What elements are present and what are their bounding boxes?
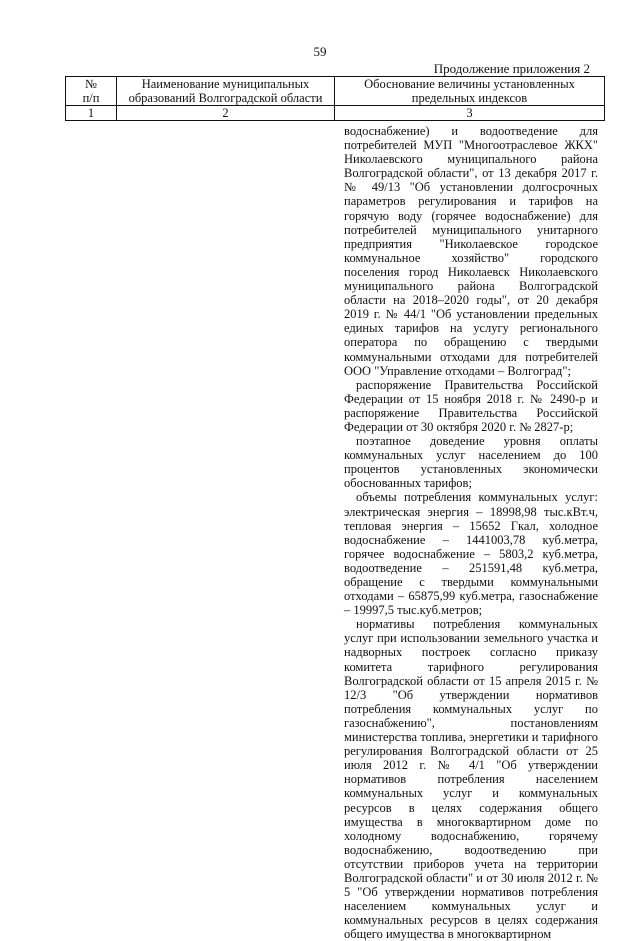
justification-text-column [344,124,598,941]
column-number-3: 3 [335,106,605,121]
column-number-2: 2 [117,106,335,121]
header-justification-line2: предельных индексов [411,91,528,105]
header-justification-line1: Обоснование величины установленных [364,77,575,91]
paragraph-payment-level: поэтапное доведение уровня оплаты коммунальных услуг населением до 100 процентов установленных экономически обоснованных тарифов; [344,434,598,491]
header-municipality-line2: образований Волгоградской области [128,91,323,105]
continuation-label: Продолжение приложения 2 [433,61,590,76]
table-header-row [66,77,605,106]
header-municipality-line1: Наименование муниципальных [141,77,310,91]
paragraph-tariff-orders: водоснабжение) и водоотведение для потребителей МУП "Многоотраслевое ЖКХ" Николаевского муниципального района Волгоградской области", от 13 декабря 2017 г. № 49/13 "Об установлении долгосрочных параметров регулирования и тарифов на горячую воду (горячее водоснабжение) для потребителей муниципального унитарного предприятия "Николаевское городское коммунальное хозяйство" городского поселения город Николаевск Николаевского муниципального района Волгоградской области на 2018–2020 годы", от 20 декабря 2019 г. № 44/1 "Об установлении предельных единых тарифов на услугу регионального оператора по обращению с твердыми коммунальными отходами для потребителей ООО "Управление отходами – Волгоград"; [344,124,598,378]
page-number: 59 [313,44,327,59]
header-cell-municipality [117,77,335,106]
header-number-line1: № [85,77,97,91]
paragraph-government-orders: распоряжение Правительства Российской Федерации от 15 ноября 2018 г. № 2490-р и распоряжение Правительства Российской Федерации от 30 октября 2020 г. № 2827-р; [344,377,598,434]
header-number-line2: п/п [82,91,100,105]
paragraph-consumption-norms: нормативы потребления коммунальных услуг при использовании земельного участка и надворных построек согласно приказу комитета тарифного регулирования Волгоградской области от 15 апреля 2015 г. № 12/3 "Об утверждении нормативов потребления коммунальных услуг по газоснабжению", постановлениям министерства топлива, энергетики и тарифного регулирования Волгоградской области от 25 июля 2012 г. № 4/1 "Об утверждении нормативов потребления населением коммунальных услуг и коммунальных ресурсов в целях содержания общего имущества в многоквартирном доме по холодному водоснабжению, горячему водоснабжению, водоотведению при отсутствии приборов учета на территории Волгоградской области" и от 30 июля 2012 г. № 5 "Об утверждении нормативов потребления населением коммунальных услуг и коммунальных ресурсов в целях содержания общего имущества в многоквартирном [344,617,598,941]
header-cell-number [66,77,117,106]
paragraph-consumption-volumes: объемы потребления коммунальных услуг: электрическая энергия – 18998,98 тыс.кВт.ч, тепловая энергия – 15652 Гкал, холодное водоснабжение – 1441003,78 куб.метра, горячее водоснабжение – 5803,2 куб.метра, водоотведение – 251591,48 куб.метра, обращение с твердыми коммунальными отходами – 65875,99 куб.метра, газоснабжение – 19997,5 тыс.куб.метров; [344,490,598,618]
header-table [65,76,605,121]
table-column-numbers-row [66,106,605,121]
header-cell-justification [335,77,605,106]
column-number-1: 1 [66,106,117,121]
